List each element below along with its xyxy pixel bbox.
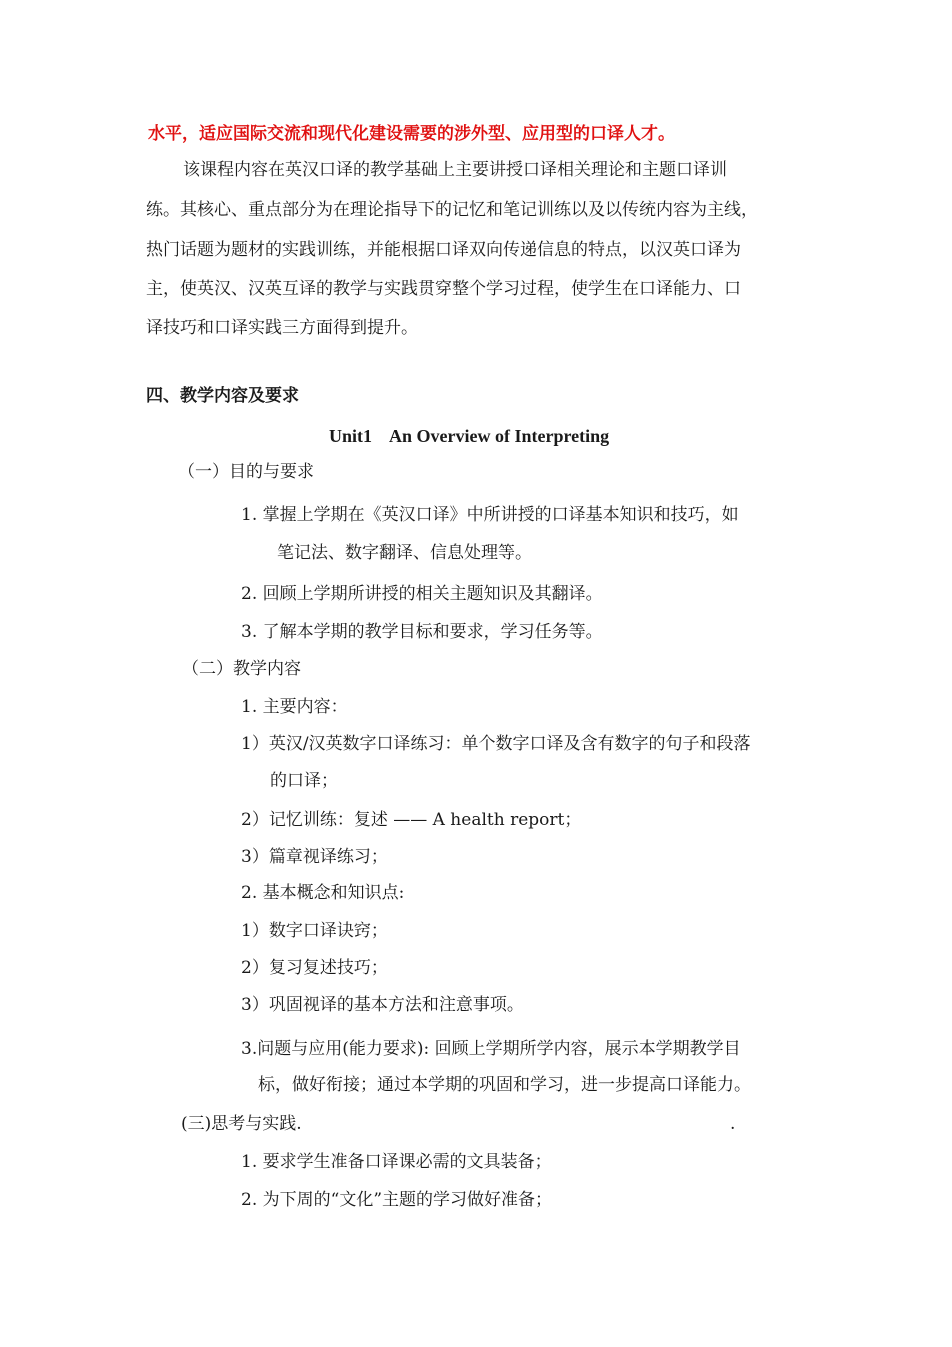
- part2-line: 3）篇章视译练习；: [241, 847, 388, 867]
- intro-paragraph-line: 该课程内容在英汉口译的教学基础上主要讲授口译相关理论和主题口译训: [183, 160, 727, 180]
- intro-red-line: 水平，适应国际交流和现代化建设需要的涉外型、应用型的口译人才。: [148, 124, 675, 144]
- part2-line: 标，做好衔接；通过本学期的巩固和学习，进一步提高口译能力。: [258, 1075, 751, 1095]
- part1-item-continuation: 笔记法、数字翻译、信息处理等。: [277, 543, 532, 563]
- unit-title: Unit1 An Overview of Interpreting: [329, 426, 610, 446]
- part3-item: 2. 为下周的“文化”主题的学习做好准备；: [241, 1190, 553, 1210]
- part2-line: 2）复习复述技巧；: [241, 958, 388, 978]
- part3-trailing-dot: .: [730, 1114, 736, 1134]
- intro-paragraph-line: 练。其核心、重点部分为在理论指导下的记忆和笔记训练以及以传统内容为主线，: [146, 200, 758, 220]
- part2-line: 2. 基本概念和知识点:: [241, 883, 405, 903]
- part1-item: 2. 回顾上学期所讲授的相关主题知识及其翻译。: [241, 584, 603, 604]
- part1-item: 1. 掌握上学期在《英汉口译》中所讲授的口译基本知识和技巧，如: [241, 505, 739, 525]
- part2-line: 1）英汉/汉英数字口译练习：单个数字口译及含有数字的句子和段落: [241, 734, 751, 754]
- part3-heading: (三)思考与实践.: [181, 1114, 302, 1134]
- part2-line: 3）巩固视译的基本方法和注意事项。: [241, 995, 524, 1015]
- part2-line: 3.问题与应用(能力要求): 回顾上学期所学内容，展示本学期教学目: [241, 1039, 741, 1059]
- part2-line: 的口译；: [270, 771, 338, 791]
- part2-line: 1. 主要内容：: [241, 697, 348, 717]
- intro-paragraph-line: 译技巧和口译实践三方面得到提升。: [146, 318, 418, 338]
- part2-heading: （二）教学内容: [182, 659, 301, 679]
- part2-line: 2）记忆训练：复述 —— A health report；: [241, 810, 582, 830]
- section-heading: 四、教学内容及要求: [146, 386, 299, 406]
- intro-paragraph-line: 主，使英汉、汉英互译的教学与实践贯穿整个学习过程，使学生在口译能力、口: [146, 279, 741, 299]
- intro-paragraph-line: 热门话题为题材的实践训练，并能根据口译双向传递信息的特点，以汉英口译为: [146, 240, 741, 260]
- part1-heading: （一）目的与要求: [178, 462, 314, 482]
- part3-item: 1. 要求学生准备口译课必需的文具装备；: [241, 1152, 552, 1172]
- part1-item: 3. 了解本学期的教学目标和要求，学习任务等。: [241, 622, 603, 642]
- part2-line: 1）数字口译诀窍；: [241, 921, 388, 941]
